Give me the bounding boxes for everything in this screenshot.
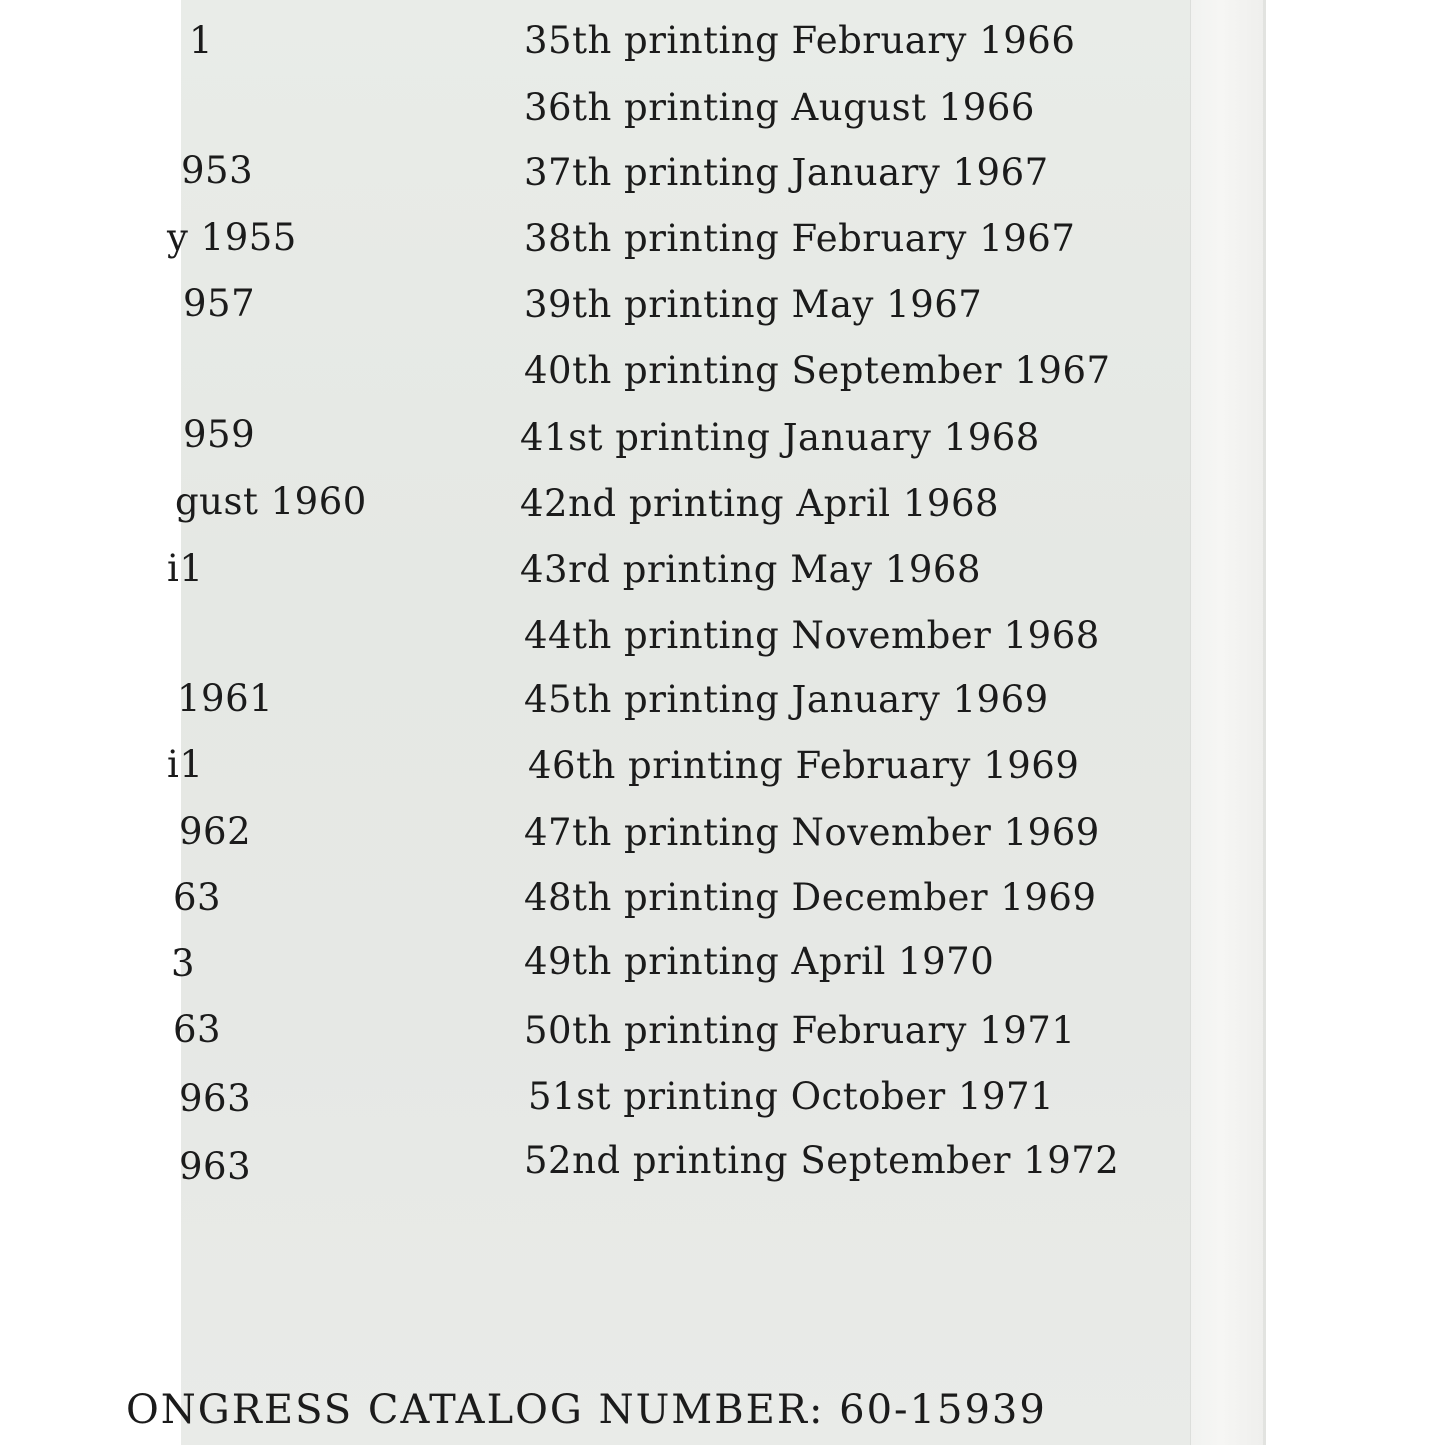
printing-entry: 41st printing January 1968 (520, 416, 1040, 459)
left-fragment: 1 (189, 19, 214, 62)
catalog-number-text: ONGRESS CATALOG NUMBER: 60-15939 (126, 1387, 1047, 1433)
printing-entry: 47th printing November 1969 (524, 811, 1100, 854)
printing-entry: 48th printing December 1969 (524, 876, 1097, 919)
left-fragment: 963 (179, 1077, 252, 1120)
catalog-number-footer (126, 1387, 1181, 1440)
left-column (167, 0, 481, 1445)
left-fragment: 962 (179, 810, 252, 853)
left-fragment: 963 (179, 1145, 252, 1188)
left-fragment: i1 (167, 547, 204, 590)
printing-entry: 42nd printing April 1968 (520, 482, 1000, 525)
left-fragment: 63 (173, 1008, 222, 1051)
printing-entry: 38th printing February 1967 (524, 217, 1076, 260)
printing-entry: 45th printing January 1969 (524, 678, 1049, 721)
left-fragment: 63 (173, 876, 222, 919)
page-edge (1190, 0, 1266, 1445)
left-fragment: y 1955 (167, 216, 297, 259)
printing-entry: 39th printing May 1967 (524, 283, 983, 326)
left-fragment: gust 1960 (175, 480, 367, 523)
printing-entry: 43rd printing May 1968 (520, 548, 981, 591)
printing-entry: 51st printing October 1971 (528, 1075, 1055, 1118)
left-fragment: 3 (171, 942, 196, 985)
printing-entry: 44th printing November 1968 (524, 614, 1100, 657)
printing-entry: 37th printing January 1967 (524, 151, 1049, 194)
printing-entry: 52nd printing September 1972 (524, 1139, 1120, 1182)
printing-entry: 46th printing February 1969 (528, 744, 1080, 787)
printing-entry: 35th printing February 1966 (524, 19, 1076, 62)
left-fragment: 957 (183, 282, 256, 325)
printing-entry: 49th printing April 1970 (524, 940, 995, 983)
page-edge-shadow (1263, 0, 1266, 1445)
printing-entry: 50th printing February 1971 (524, 1009, 1076, 1052)
left-fragment: 1961 (177, 677, 274, 720)
left-fragment: 959 (183, 413, 256, 456)
left-fragment: i1 (167, 743, 204, 786)
printing-entry: 40th printing September 1967 (524, 349, 1111, 392)
printing-entry: 36th printing August 1966 (524, 86, 1035, 129)
left-fragment: 953 (181, 149, 254, 192)
